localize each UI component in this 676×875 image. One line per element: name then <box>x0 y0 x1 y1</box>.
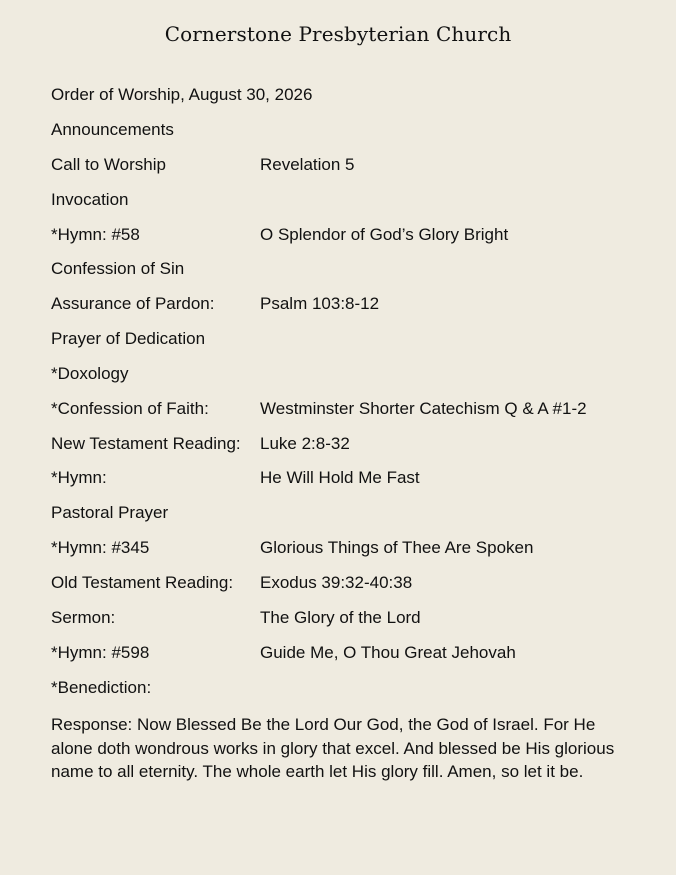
worship-item-benediction <box>51 679 631 714</box>
item-label: *Hymn: #58 <box>51 224 140 244</box>
worship-item-hymn <box>51 469 631 504</box>
worship-item-call-to-worship <box>51 156 631 191</box>
item-detail: The Glory of the Lord <box>260 607 421 627</box>
item-detail: He Will Hold Me Fast <box>260 468 420 488</box>
item-detail: Exodus 39:32-40:38 <box>260 572 413 592</box>
worship-item-old-testament-reading <box>51 574 631 609</box>
worship-item-hymn-345 <box>51 539 631 574</box>
worship-item-confession-of-sin <box>51 260 631 295</box>
order-heading: Order of Worship, August 30, 2026 <box>51 85 313 104</box>
item-label: Sermon: <box>51 607 116 627</box>
item-label: Invocation <box>51 189 129 209</box>
item-label: *Benediction: <box>51 677 152 697</box>
worship-item-confession-of-faith <box>51 400 631 435</box>
worship-item-sermon <box>51 609 631 644</box>
worship-item-pastoral-prayer <box>51 504 631 539</box>
item-label: Prayer of Dedication <box>51 329 206 349</box>
item-detail: O Splendor of God’s Glory Bright <box>260 224 509 244</box>
worship-item-announcements <box>51 121 631 156</box>
item-label: Assurance of Pardon: <box>51 294 215 314</box>
item-detail: Luke 2:8-32 <box>260 433 350 453</box>
order-of-worship <box>51 86 631 784</box>
worship-item-hymn-598 <box>51 644 631 679</box>
worship-item-prayer-of-dedication <box>51 330 631 365</box>
worship-item-hymn-58 <box>51 226 631 261</box>
item-detail: Guide Me, O Thou Great Jehovah <box>260 642 516 662</box>
page-title: Cornerstone Presbyterian Church <box>164 22 512 46</box>
item-detail: Westminster Shorter Catechism Q & A #1-2 <box>260 398 587 418</box>
item-label: *Hymn: #345 <box>51 538 150 558</box>
item-label: *Hymn: #598 <box>51 642 150 662</box>
worship-item-assurance-of-pardon <box>51 295 631 330</box>
item-label: Pastoral Prayer <box>51 503 169 523</box>
worship-item-doxology <box>51 365 631 400</box>
item-label: *Doxology <box>51 363 129 383</box>
item-label: Call to Worship <box>51 154 166 174</box>
worship-item-invocation <box>51 191 631 226</box>
item-label: Confession of Sin <box>51 259 185 279</box>
item-label: New Testament Reading: <box>51 433 241 453</box>
item-detail: Glorious Things of Thee Are Spoken <box>260 538 534 558</box>
item-label: Announcements <box>51 120 174 139</box>
item-detail: Revelation 5 <box>260 154 355 174</box>
item-label: *Hymn: <box>51 468 107 488</box>
item-label: *Confession of Faith: <box>51 398 209 418</box>
item-detail: Psalm 103:8-12 <box>260 294 380 314</box>
worship-item-new-testament-reading <box>51 435 631 470</box>
item-label: Old Testament Reading: <box>51 572 234 592</box>
response-paragraph: Response: Now Blessed Be the Lord Our God, the God of Israel. For He alone doth wondrous works in glory that excel. And blessed be His glorious name to all eternity. The whole earth let His glory fill. Amen, so let it be. <box>51 715 615 782</box>
